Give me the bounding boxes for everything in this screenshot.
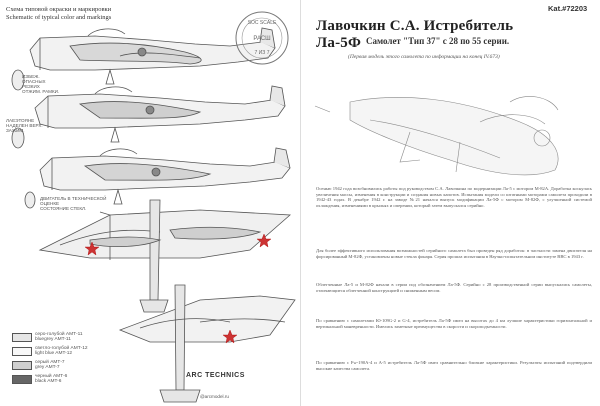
legend-item (12, 360, 65, 370)
legend-item (12, 346, 88, 356)
svg-text:7 ИЗ 7: 7 ИЗ 7 (254, 50, 270, 56)
stamp-seal-icon (232, 8, 292, 68)
callout-3: ДВИГАТЕЛЬ В ТЕХНИЧЕСКОЙ ОЦЕНКЕ (40, 196, 107, 206)
scheme-title-ru: Схема типовой окраски и маркировки (6, 6, 112, 13)
legend-item (12, 374, 67, 384)
legend-label-en: light blue AMT-12 (35, 351, 73, 356)
legend-label-ru: черный АМТ-6 (35, 374, 68, 379)
callout-4: СОСТОЯНИЕ СТЕКЛ. (40, 206, 87, 211)
legend-label-ru: серо-голубой АМТ-11 (35, 332, 83, 337)
site-url: @arcmodel.ru (200, 394, 229, 399)
history-paragraph: Для более эффективного использования возможностей серийного самолета был проведен ряд доработок: в частности замена двигателя на форсированный М-82Ф, установлены новые стекла фонаря. Серия прошла испытания в Научно-испытательном институте ВВС в 1943 г. (316, 248, 592, 259)
scheme-title-en: Schematic of typical color and markings (6, 14, 112, 21)
legend-label-ru: серый АМТ-7 (35, 360, 65, 365)
legend-label-ru: светло-голубой АМТ-12 (35, 346, 88, 351)
callout-1: ИЗБЕЖ. ОПАСНЫХ РЕЗКИХ ОТЖИМ. РАМКИ. (22, 74, 60, 94)
svg-text:РАСШ: РАСШ (253, 36, 271, 42)
legend-swatch (12, 347, 32, 356)
page-subtitle: Самолет "Тип 37" с 28 по 55 серии. (366, 36, 510, 46)
history-paragraph: Осенью 1942 года возобновились работы под руководством С.А. Лавочкина по модернизации Ла-5 с мотором М-82А. Доработка коснулась увеличения массы, изменения в конструкции и создания новых капотов. Испытания модели со штатными моторами самолета проходили в 1942-43 годах. В декабре 1942 г. на заводе №21 начался выпуск модификации Ла-5Ф с мотором М-82Ф, с улучшенной системой охлаждения, изменениями в крыльях и оперении, который затем выпускался серийно. (316, 186, 592, 208)
legend-label-en: black AMT-6 (35, 379, 62, 384)
svg-text:SOC SCALE: SOC SCALE (247, 20, 277, 26)
legend-item (12, 332, 83, 342)
legend-swatch (12, 375, 32, 384)
callout-2: ЛАЕЭТОЯНЕ НАДЕЛЕН ВЕРХ. ЗАЖИМ. (6, 118, 43, 133)
catalog-number: Kat.#72203 (548, 4, 588, 13)
page-divider (300, 0, 301, 406)
side-profile-2 (35, 86, 285, 142)
brand-logo: ARC TECHNICS (186, 372, 245, 379)
legend-label-en: bluegrey AMT-11 (35, 337, 71, 342)
aircraft-sketch (310, 62, 590, 182)
legend-swatch (12, 361, 32, 370)
history-paragraph: По сравнению с самолетами Ю-109G-2 и G-4, истребитель Ла-5Ф имел на высотах до 4 км лучшие характеристики горизонтальной и вертикальной маневренности. Имелись заметные преимущества в скорости и скороподъемности. (316, 318, 592, 329)
legend-swatch (12, 333, 32, 342)
plan-view-top (40, 200, 290, 312)
history-paragraph: Облегченные Ла-5 и М-82Ф начали в серии под обозначением Ла-5Ф. Серийно с 28 производственной серии выпускались самолеты, отличающиеся облегченной конструкцией и сниженным весом. (316, 282, 592, 293)
page-tagline: (Первая модель этого самолета по информации на конец IV.673) (348, 54, 500, 60)
page-title: Лавочкин С.А. Истребитель Ла-5Ф (316, 18, 514, 51)
history-paragraph: По сравнению с Fw-190A-4 и А-5 истребитель Ла-5Ф имел сравнительно близкие характеристики. Результаты испытаний подтвердили высокие качества самолета. (316, 360, 592, 371)
legend-label-en: grey AMT-7 (35, 365, 60, 370)
